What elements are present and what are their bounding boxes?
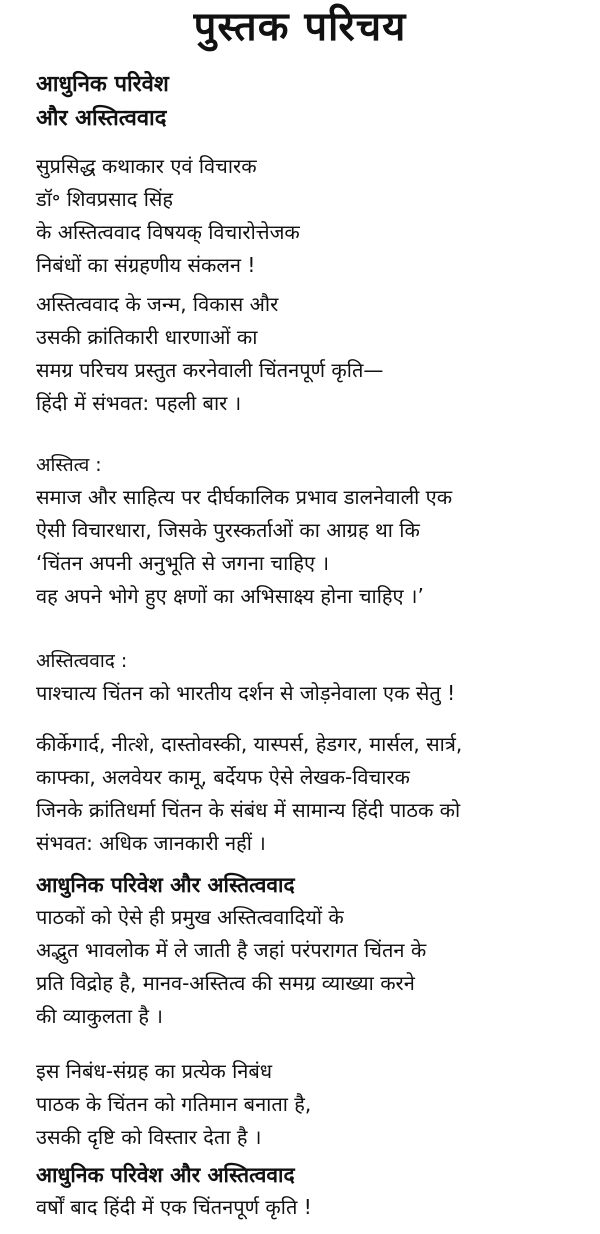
astitvavad-block	[36, 646, 596, 710]
astitvavad-label: अस्तित्ववाद :	[36, 650, 128, 672]
thinkers-line: संभवत: अधिक जानकारी नहीं ।	[36, 831, 266, 855]
intro-block	[36, 150, 596, 282]
astitva-line: ‘चिंतन अपनी अनुभूति से जगना चाहिए ।	[36, 551, 330, 575]
essays-line: इस निबंध-संग्रह का प्रत्येक निबंध	[36, 1059, 273, 1083]
astitva-block	[36, 450, 596, 613]
astitvavad-line: पाश्चात्य चिंतन को भारतीय दर्शन से जोड़नेवाला एक सेतु !	[36, 681, 456, 705]
book-heading	[36, 68, 596, 136]
section-2	[36, 870, 596, 1033]
section-2-line: अद्भुत भावलोक में ले जाती है जहां परंपरागत चिंतन के	[36, 938, 427, 962]
book-heading-line-1: आधुनिक परिवेश	[36, 72, 169, 97]
intro-line: डॉ॰ शिवप्रसाद सिंह	[36, 187, 174, 211]
section-2-line: प्रति विद्रोह है, मानव-अस्तित्व की समग्र व्याख्या करने	[36, 971, 415, 995]
section-3-heading: आधुनिक परिवेश और अस्तित्ववाद	[36, 1163, 295, 1187]
essays-block	[36, 1055, 596, 1154]
thinkers-line: कीर्केगार्द, नीत्शे, दास्तोवस्की, यास्पर्स, हेडगर, मार्सल, सार्त्र,	[36, 732, 463, 756]
intro-line: के अस्तित्ववाद विषयक् विचारोत्तेजक	[36, 220, 300, 244]
section-3	[36, 1160, 596, 1224]
astitva-line: समाज और साहित्य पर दीर्घकालिक प्रभाव डालनेवाली एक	[36, 485, 453, 509]
astitva-label: अस्तित्व :	[36, 454, 102, 476]
page-title: पुस्तक परिचय	[193, 4, 407, 50]
section-2-line: की व्याकुलता है ।	[36, 1004, 163, 1028]
section-3-line: वर्षों बाद हिंदी में एक चिंतनपूर्ण कृति !	[36, 1195, 312, 1219]
section-2-line: पाठकों को ऐसे ही प्रमुख अस्तित्ववादियों के	[36, 905, 344, 929]
first-work-block	[36, 288, 596, 420]
astitva-line: ऐसी विचारधारा, जिसके पुरस्कर्ताओं का आग्रह था कि	[36, 518, 420, 542]
thinkers-block	[36, 728, 596, 860]
astitva-line: वह अपने भोगे हुए क्षणों का अभिसाक्ष्य होना चाहिए ।’	[36, 584, 424, 608]
essays-line: उसकी दृष्टि को विस्तार देता है ।	[36, 1125, 262, 1149]
essays-line: पाठक के चिंतन को गतिमान बनाता है,	[36, 1092, 312, 1116]
intro-line: निबंधों का संग्रहणीय संकलन !	[36, 253, 256, 277]
book-heading-line-2: और अस्तित्ववाद	[36, 106, 167, 131]
thinkers-line: काफ्का, अलवेयर कामू, बर्देयफ ऐसे लेखक-विचारक	[36, 765, 410, 789]
first-work-line: समग्र परिचय प्रस्तुत करनेवाली चिंतनपूर्ण कृति—	[36, 358, 384, 382]
first-work-line: हिंदी में संभवत: पहली बार ।	[36, 391, 242, 415]
intro-line: सुप्रसिद्ध कथाकार एवं विचारक	[36, 154, 257, 178]
section-2-heading: आधुनिक परिवेश और अस्तित्ववाद	[36, 873, 295, 897]
first-work-line: उसकी क्रांतिकारी धारणाओं का	[36, 325, 258, 349]
thinkers-line: जिनके क्रांतिधर्मा चिंतन के संबंध में सामान्य हिंदी पाठक को	[36, 798, 461, 822]
first-work-line: अस्तित्ववाद के जन्म, विकास और	[36, 292, 279, 316]
